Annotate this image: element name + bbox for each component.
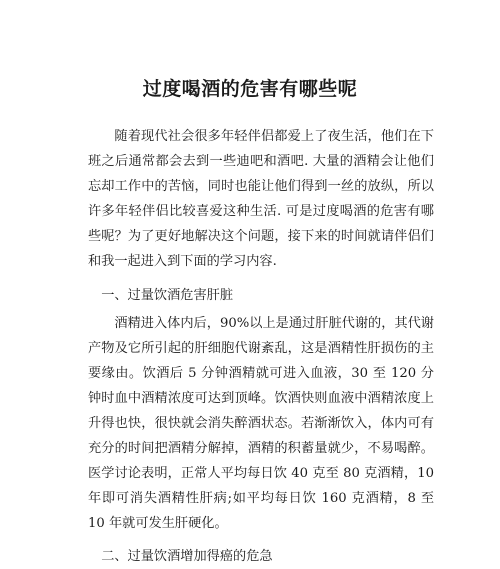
section-heading-liver: 一、过量饮酒危害肝脏 <box>101 288 234 303</box>
section-heading-cancer: 二、过量饮酒增加得癌的危急 <box>101 549 273 564</box>
intro-paragraph: 随着现代社会很多年轻伴侣都爱上了夜生活，他们在下班之后通常都会去到一些迪吧和酒吧. 大量的酒精会让他们忘却工作中的苦恼，同时也能让他们得到一丝的放纵，所以许多年轻伴侣比较喜爱这种生活. 可是过度喝酒的危害有哪些呢？为了更好地解决这个问题，接下来的时间就请伴侣们和我一起进入到下面的学习内容. <box>88 129 434 269</box>
document-title: 过度喝酒的危害有哪些呢 <box>142 78 358 100</box>
liver-paragraph: 酒精进入体内后，90%以上是通过肝脏代谢的，其代谢产物及它所引起的肝细胞代谢紊乱，这是酒精性肝损伤的主要缘由。饮酒后 5 分钟酒精就可进入血液，30 至 120 分钟时血中酒精浓度可达到顶峰。饮酒快则血液中酒精浓度上升得也快，很快就会消失醉酒状态。若渐渐饮入，体内可有充分的时间把酒精分解掉，酒精的积蓄量就少，不易喝醉。医学讨论表明，正常人平均每日饮 40 克至 80 克酒精，10 年即可消失酒精性肝病;如平均每日饮 160 克酒精，8 至 10 年就可发生肝硬化。 <box>88 316 434 531</box>
